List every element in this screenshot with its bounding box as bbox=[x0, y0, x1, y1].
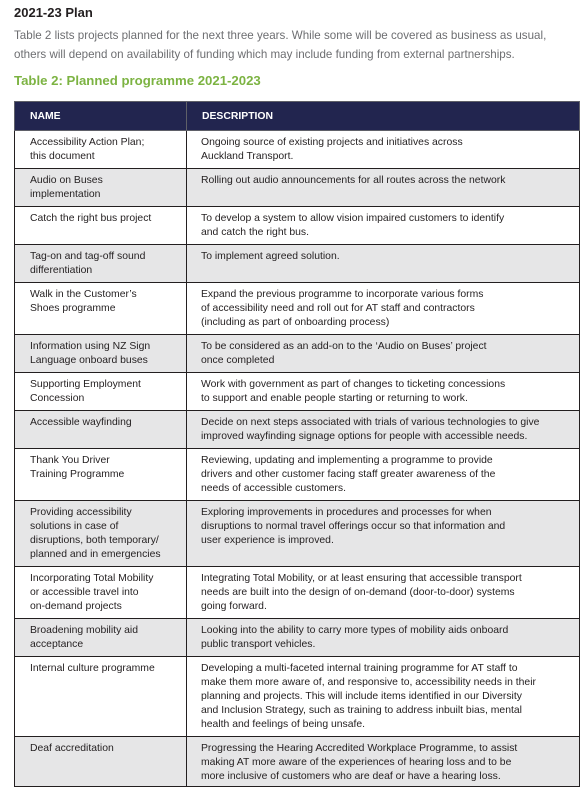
row-description-cell: Integrating Total Mobility, or at least ensuring that accessible transport needs are built into the design of on-demand (door-to-door) systems going forward. bbox=[187, 567, 580, 619]
row-description-cell: Developing a multi-faceted internal training programme for AT staff to make them more aware of, and responsive to, accessibility needs in their planning and projects. This will include items identified in our Diversity and Inclusion Strategy, such as training to address inbuilt bias, mental health and feelings of being unsafe. bbox=[187, 657, 580, 737]
row-name-cell: Catch the right bus project bbox=[15, 207, 187, 245]
table-header-row bbox=[15, 102, 580, 131]
row-name-cell: Accessibility Action Plan; this document bbox=[15, 131, 187, 169]
row-description-cell: Looking into the ability to carry more types of mobility aids onboard public transport vehicles. bbox=[187, 619, 580, 657]
table-row bbox=[15, 501, 580, 567]
row-description-cell: Progressing the Hearing Accredited Workplace Programme, to assist making AT more aware of the experiences of hearing loss and to be more inclusive of customers who are deaf or have a hearing loss. bbox=[187, 737, 580, 787]
row-name-cell: Audio on Buses implementation bbox=[15, 169, 187, 207]
row-name-cell: Accessible wayfinding bbox=[15, 411, 187, 449]
table-row bbox=[15, 567, 580, 619]
table-caption: Table 2: Planned programme 2021-2023 bbox=[14, 73, 261, 88]
table-row bbox=[15, 245, 580, 283]
row-description-cell: Ongoing source of existing projects and initiatives across Auckland Transport. bbox=[187, 131, 580, 169]
table-row bbox=[15, 207, 580, 245]
row-name-cell: Broadening mobility aid acceptance bbox=[15, 619, 187, 657]
row-name-cell: Deaf accreditation bbox=[15, 737, 187, 787]
row-name-cell: Providing accessibility solutions in case of disruptions, both temporary/ planned and in emergencies bbox=[15, 501, 187, 567]
row-name-cell: Thank You Driver Training Programme bbox=[15, 449, 187, 501]
row-description-cell: To implement agreed solution. bbox=[187, 245, 580, 283]
row-name-cell: Incorporating Total Mobility or accessible travel into on-demand projects bbox=[15, 567, 187, 619]
table-body bbox=[15, 131, 580, 787]
intro-paragraph: Table 2 lists projects planned for the next three years. While some will be covered as business as usual, others will depend on availability of funding which may include funding from external partnerships. bbox=[14, 29, 547, 61]
table-row bbox=[15, 335, 580, 373]
row-description-cell: Reviewing, updating and implementing a programme to provide drivers and other customer facing staff greater awareness of the needs of accessible customers. bbox=[187, 449, 580, 501]
table-row bbox=[15, 411, 580, 449]
table-row bbox=[15, 737, 580, 787]
section-heading: 2021-23 Plan bbox=[14, 5, 93, 20]
table-row bbox=[15, 657, 580, 737]
row-description-cell: To develop a system to allow vision impaired customers to identify and catch the right bus. bbox=[187, 207, 580, 245]
header-name: NAME bbox=[15, 102, 187, 131]
row-name-cell: Tag-on and tag-off sound differentiation bbox=[15, 245, 187, 283]
table-row bbox=[15, 619, 580, 657]
table-row bbox=[15, 169, 580, 207]
row-name-cell: Internal culture programme bbox=[15, 657, 187, 737]
table-row bbox=[15, 373, 580, 411]
row-description-cell: Rolling out audio announcements for all routes across the network bbox=[187, 169, 580, 207]
header-description: DESCRIPTION bbox=[187, 102, 580, 131]
table-row bbox=[15, 283, 580, 335]
planned-programme-table bbox=[14, 101, 580, 787]
row-description-cell: Decide on next steps associated with trials of various technologies to give improved wayfinding signage options for people with accessible needs. bbox=[187, 411, 580, 449]
row-name-cell: Information using NZ Sign Language onboard buses bbox=[15, 335, 187, 373]
row-description-cell: Exploring improvements in procedures and processes for when disruptions to normal travel offerings occur so that information and user experience is improved. bbox=[187, 501, 580, 567]
row-name-cell: Walk in the Customer’s Shoes programme bbox=[15, 283, 187, 335]
row-name-cell: Supporting Employment Concession bbox=[15, 373, 187, 411]
table-row bbox=[15, 131, 580, 169]
row-description-cell: Expand the previous programme to incorporate various forms of accessibility need and roll out for AT staff and contractors (including as part of onboarding process) bbox=[187, 283, 580, 335]
row-description-cell: To be considered as an add-on to the ‘Audio on Buses’ project once completed bbox=[187, 335, 580, 373]
row-description-cell: Work with government as part of changes to ticketing concessions to support and enable people starting or returning to work. bbox=[187, 373, 580, 411]
table-row bbox=[15, 449, 580, 501]
